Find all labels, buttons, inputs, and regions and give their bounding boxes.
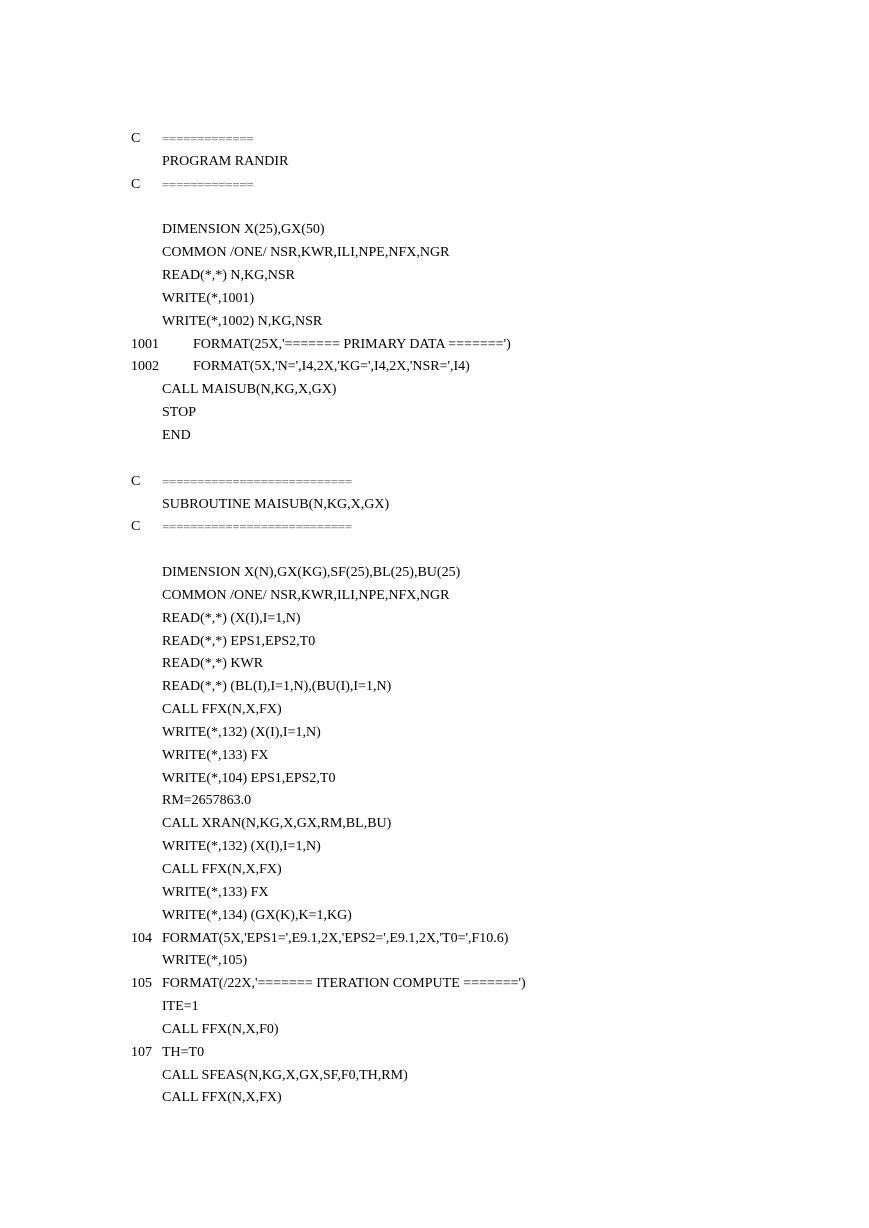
code-line: [0, 882, 869, 905]
code-line: [0, 1065, 869, 1088]
code-statement: WRITE(*,1001): [162, 290, 255, 306]
code-line: [0, 585, 869, 608]
line-label: C: [131, 519, 141, 535]
code-line: [0, 562, 869, 585]
code-statement: WRITE(*,132) (X(I),I=1,N): [162, 724, 321, 740]
code-line: [0, 608, 869, 631]
line-label: 104: [131, 930, 152, 946]
code-statement: WRITE(*,132) (X(I),I=1,N): [162, 839, 321, 855]
code-statement: WRITE(*,133) FX: [162, 747, 269, 763]
code-line: [0, 242, 869, 265]
code-listing: [0, 128, 869, 1110]
code-line: [0, 1019, 869, 1042]
code-statement: READ(*,*) EPS1,EPS2,T0: [162, 633, 316, 649]
code-line: [0, 722, 869, 745]
code-statement: WRITE(*,133) FX: [162, 884, 269, 900]
code-line: [0, 1087, 869, 1110]
code-statement: PROGRAM RANDIR: [162, 153, 289, 169]
code-statement: WRITE(*,134) (GX(K),K=1,KG): [162, 907, 352, 923]
code-line: [0, 356, 869, 379]
code-line: [0, 402, 869, 425]
code-line: [0, 288, 869, 311]
code-line: [0, 516, 869, 539]
code-line: [0, 813, 869, 836]
code-line: [0, 836, 869, 859]
code-statement: CALL MAISUB(N,KG,X,GX): [162, 382, 337, 398]
code-statement: READ(*,*) (BL(I),I=1,N),(BU(I),I=1,N): [162, 679, 392, 695]
code-statement: WRITE(*,105): [162, 953, 248, 969]
code-line: [0, 699, 869, 722]
code-line: [0, 950, 869, 973]
code-line: [0, 790, 869, 813]
code-statement: TH=T0: [162, 1044, 205, 1060]
code-statement: FORMAT(5X,'EPS1=',E9.1,2X,'EPS2=',E9.1,2X,'T0=',F10.6): [162, 930, 509, 946]
code-line: [0, 379, 869, 402]
code-statement: READ(*,*) N,KG,NSR: [162, 268, 295, 284]
code-line: [0, 996, 869, 1019]
code-line: [0, 151, 869, 174]
code-statement: CALL FFX(N,X,FX): [162, 702, 282, 718]
code-statement: ITE=1: [162, 999, 199, 1015]
code-line: [0, 653, 869, 676]
line-label: C: [131, 176, 141, 192]
comment-rule: =============: [162, 131, 254, 146]
code-line: [0, 265, 869, 288]
code-statement: FORMAT(/22X,'======= ITERATION COMPUTE ======='): [162, 976, 526, 992]
code-statement: COMMON /ONE/ NSR,KWR,ILI,NPE,NFX,NGR: [162, 245, 450, 261]
code-statement: WRITE(*,1002) N,KG,NSR: [162, 313, 323, 329]
blank-line: [0, 197, 869, 220]
code-line: [0, 128, 869, 151]
blank-line: [0, 539, 869, 562]
comment-rule: ===========================: [162, 519, 352, 535]
line-label: C: [131, 131, 141, 146]
code-statement: FORMAT(25X,'======= PRIMARY DATA ======='): [193, 336, 511, 352]
code-line: [0, 174, 869, 197]
code-line: [0, 219, 869, 242]
code-line: [0, 745, 869, 768]
line-label: 107: [131, 1044, 152, 1060]
code-line: [0, 768, 869, 791]
blank-line: [0, 448, 869, 471]
code-statement: DIMENSION X(25),GX(50): [162, 222, 325, 238]
code-line: [0, 311, 869, 334]
code-statement: FORMAT(5X,'N=',I4,2X,'KG=',I4,2X,'NSR=',I4): [193, 359, 470, 375]
code-statement: SUBROUTINE MAISUB(N,KG,X,GX): [162, 496, 390, 512]
code-statement: COMMON /ONE/ NSR,KWR,ILI,NPE,NFX,NGR: [162, 587, 450, 603]
line-label: 105: [131, 976, 152, 992]
code-line: [0, 334, 869, 357]
code-line: [0, 425, 869, 448]
code-statement: WRITE(*,104) EPS1,EPS2,T0: [162, 770, 336, 786]
code-statement: DIMENSION X(N),GX(KG),SF(25),BL(25),BU(25): [162, 565, 461, 581]
code-statement: RM=2657863.0: [162, 793, 252, 809]
code-line: [0, 973, 869, 996]
code-statement: CALL FFX(N,X,FX): [162, 1090, 282, 1106]
code-statement: READ(*,*) KWR: [162, 656, 264, 672]
code-line: [0, 1042, 869, 1065]
code-statement: READ(*,*) (X(I),I=1,N): [162, 610, 301, 626]
code-line: [0, 494, 869, 517]
code-line: [0, 859, 869, 882]
line-label: 1001: [131, 336, 159, 352]
code-line: [0, 905, 869, 928]
code-statement: CALL FFX(N,X,FX): [162, 862, 282, 877]
code-statement: END: [162, 427, 191, 443]
code-line: [0, 471, 869, 494]
line-label: C: [131, 473, 141, 489]
code-line: [0, 631, 869, 654]
code-statement: CALL FFX(N,X,F0): [162, 1021, 279, 1037]
code-statement: CALL XRAN(N,KG,X,GX,RM,BL,BU): [162, 816, 392, 832]
line-label: 1002: [131, 359, 159, 375]
code-line: [0, 676, 869, 699]
code-line: [0, 928, 869, 951]
comment-rule: ===========================: [162, 473, 352, 489]
code-statement: STOP: [162, 405, 196, 421]
code-statement: CALL SFEAS(N,KG,X,GX,SF,F0,TH,RM): [162, 1067, 408, 1083]
comment-rule: =============: [162, 176, 254, 192]
